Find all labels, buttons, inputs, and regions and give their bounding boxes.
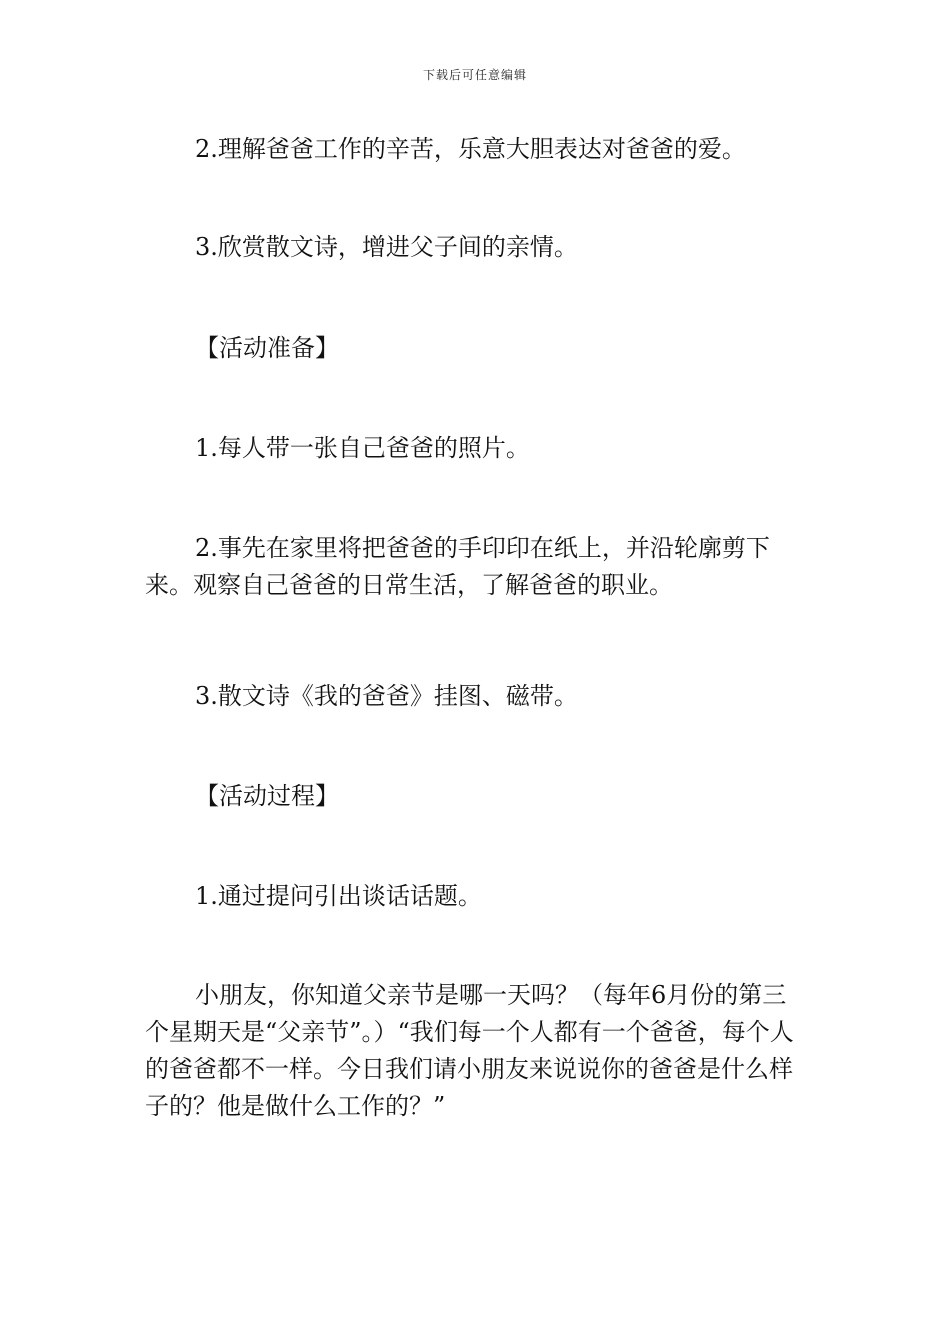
preparation-2: 2.事先在家里将把爸爸的手印印在纸上，并沿轮廓剪下来。观察自己爸爸的日常生活，了解爸爸的职业。 (145, 534, 770, 599)
objective-2: 2.理解爸爸工作的辛苦，乐意大胆表达对爸爸的爱。 (195, 135, 746, 163)
page-header-note: 下载后可任意编辑 (422, 68, 527, 82)
process-step-1-detail: 小朋友，你知道父亲节是哪一天吗？（每年6月份的第三个星期天是“父亲节”。）“我们每一个人都有一个爸爸，每个人的爸爸都不一样。今日我们请小朋友来说说你的爸爸是什么样子的？他是做什么工作的？” (145, 981, 794, 1120)
section-heading-preparation: 【活动准备】 (195, 334, 339, 362)
process-step-1: 1.通过提问引出谈话话题。 (195, 882, 482, 910)
section-heading-process: 【活动过程】 (195, 782, 339, 810)
objective-3: 3.欣赏散文诗，增进父子间的亲情。 (195, 233, 578, 261)
preparation-3: 3.散文诗《我的爸爸》挂图、磁带。 (195, 682, 578, 710)
preparation-1: 1.每人带一张自己爸爸的照片。 (195, 434, 530, 462)
